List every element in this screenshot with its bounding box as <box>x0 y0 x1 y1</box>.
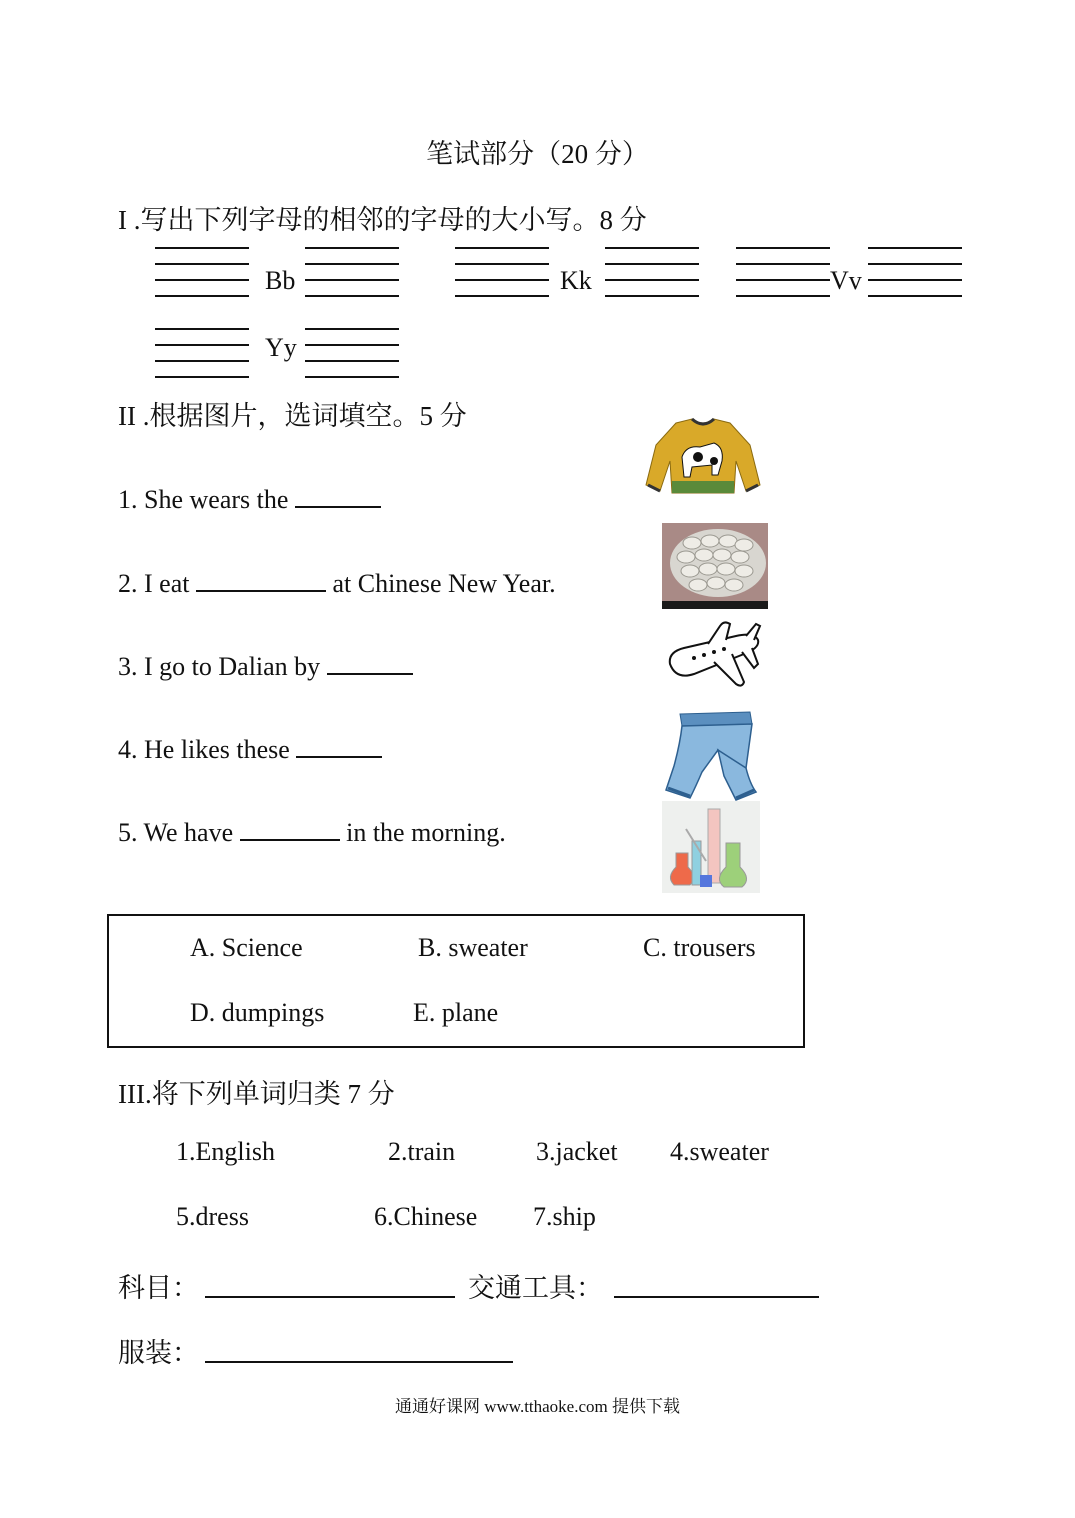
question-4: 4. He likes these <box>118 734 382 765</box>
category-subject-label: 科目： <box>118 1273 199 1303</box>
category-transport-label: 交通工具： <box>468 1273 603 1303</box>
answer-blank[interactable] <box>327 651 413 675</box>
answer-blank[interactable] <box>296 734 382 758</box>
question-1: 1. She wears the <box>118 484 381 515</box>
word-1: 1.English <box>176 1137 275 1166</box>
page-title: 笔试部分（20 分） <box>426 139 649 169</box>
category-clothes-label: 服装： <box>118 1338 199 1368</box>
question-5: 5. We have in the morning. <box>118 818 506 847</box>
answer-blank[interactable] <box>240 817 340 841</box>
writing-blank[interactable] <box>155 328 249 378</box>
letter-vv: Vv <box>830 266 862 295</box>
writing-blank[interactable] <box>305 328 399 378</box>
writing-blank[interactable] <box>736 247 830 297</box>
word-3: 3.jacket <box>536 1137 618 1166</box>
option-e: E. plane <box>413 998 499 1027</box>
section2-heading: II .根据图片，选词填空。5 分 <box>118 401 467 431</box>
subject-answer-line[interactable] <box>205 1296 455 1298</box>
word-5: 5.dress <box>176 1202 249 1231</box>
word-7: 7.ship <box>533 1202 596 1231</box>
plane-image <box>664 618 762 690</box>
trousers-image <box>660 710 758 802</box>
answer-blank[interactable] <box>196 568 326 592</box>
word-2: 2.train <box>388 1137 456 1166</box>
answer-blank[interactable] <box>295 484 381 508</box>
letter-yy: Yy <box>265 333 297 362</box>
section3-heading: III.将下列单词归类 7 分 <box>118 1079 395 1109</box>
footer-text: 通通好课网 www.tthaoke.com 提供下载 <box>394 1397 681 1416</box>
option-a: A. Science <box>190 933 303 962</box>
science-lab-image <box>662 801 760 893</box>
word-6: 6.Chinese <box>374 1202 478 1231</box>
letter-kk: Kk <box>560 266 592 295</box>
writing-blank[interactable] <box>605 247 699 297</box>
clothes-answer-line[interactable] <box>205 1361 513 1363</box>
option-c: C. trousers <box>643 933 756 962</box>
dumplings-image <box>662 523 768 609</box>
option-b: B. sweater <box>418 933 528 962</box>
writing-blank[interactable] <box>155 247 249 297</box>
writing-blank[interactable] <box>455 247 549 297</box>
transport-answer-line[interactable] <box>614 1296 819 1298</box>
writing-blank[interactable] <box>868 247 962 297</box>
word-4: 4.sweater <box>670 1137 769 1166</box>
question-3: 3. I go to Dalian by <box>118 651 413 682</box>
writing-blank[interactable] <box>305 247 399 297</box>
sweater-image <box>642 415 764 497</box>
letter-bb: Bb <box>265 266 296 295</box>
question-2: 2. I eat at Chinese New Year. <box>118 569 556 598</box>
section1-heading: I .写出下列字母的相邻的字母的大小写。8 分 <box>118 205 647 235</box>
option-d: D. dumpings <box>190 998 325 1027</box>
